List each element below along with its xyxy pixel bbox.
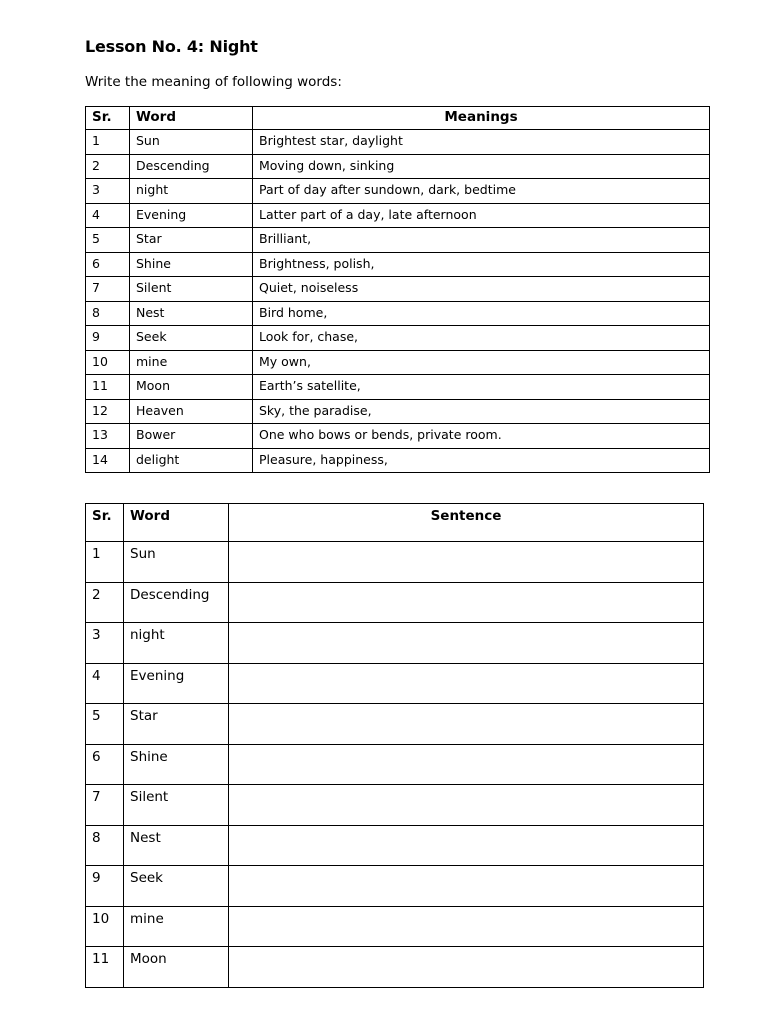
meanings-table <box>85 106 710 473</box>
sentence-cell[interactable] <box>229 704 704 745</box>
word-cell: delight <box>130 448 253 473</box>
table-row <box>86 825 704 866</box>
header-word: Word <box>130 107 253 130</box>
sr-cell: 11 <box>86 947 124 988</box>
word-cell: Star <box>124 704 229 745</box>
meaning-cell: Brilliant, <box>253 228 710 253</box>
sr-cell: 13 <box>86 424 130 449</box>
sr-cell: 7 <box>86 277 130 302</box>
word-cell: Heaven <box>130 399 253 424</box>
word-cell: Seek <box>124 866 229 907</box>
header-sr: Sr. <box>86 504 124 542</box>
word-cell: Silent <box>124 785 229 826</box>
meanings-header-row <box>86 107 710 130</box>
meaning-cell: One who bows or bends, private room. <box>253 424 710 449</box>
meaning-cell: Brightest star, daylight <box>253 130 710 155</box>
sr-cell: 1 <box>86 542 124 583</box>
word-cell: Evening <box>130 203 253 228</box>
sr-cell: 6 <box>86 744 124 785</box>
sentence-cell[interactable] <box>229 744 704 785</box>
sr-cell: 4 <box>86 203 130 228</box>
sr-cell: 1 <box>86 130 130 155</box>
table-row <box>86 203 710 228</box>
table-row <box>86 179 710 204</box>
sentence-cell[interactable] <box>229 785 704 826</box>
table-row <box>86 301 710 326</box>
sentence-cell[interactable] <box>229 947 704 988</box>
word-cell: Seek <box>130 326 253 351</box>
meaning-cell: Moving down, sinking <box>253 154 710 179</box>
sr-cell: 3 <box>86 623 124 664</box>
table-row <box>86 350 710 375</box>
sr-cell: 4 <box>86 663 124 704</box>
table-row <box>86 448 710 473</box>
table-row <box>86 424 710 449</box>
word-cell: Evening <box>124 663 229 704</box>
sentence-cell[interactable] <box>229 582 704 623</box>
table-row <box>86 704 704 745</box>
sr-cell: 14 <box>86 448 130 473</box>
sr-cell: 8 <box>86 301 130 326</box>
meaning-cell: Look for, chase, <box>253 326 710 351</box>
sentence-cell[interactable] <box>229 825 704 866</box>
table-row <box>86 277 710 302</box>
sr-cell: 2 <box>86 582 124 623</box>
sr-cell: 7 <box>86 785 124 826</box>
word-cell: Descending <box>124 582 229 623</box>
table-row <box>86 623 704 664</box>
word-cell: Shine <box>124 744 229 785</box>
sr-cell: 8 <box>86 825 124 866</box>
meaning-cell: Earth’s satellite, <box>253 375 710 400</box>
header-sr: Sr. <box>86 107 130 130</box>
word-cell: Silent <box>130 277 253 302</box>
sentence-cell[interactable] <box>229 623 704 664</box>
sr-cell: 11 <box>86 375 130 400</box>
sentence-cell[interactable] <box>229 906 704 947</box>
word-cell: mine <box>124 906 229 947</box>
instruction-text: Write the meaning of following words: <box>85 74 342 90</box>
table-row <box>86 130 710 155</box>
word-cell: Bower <box>130 424 253 449</box>
sr-cell: 5 <box>86 228 130 253</box>
table-row <box>86 252 710 277</box>
meaning-cell: Latter part of a day, late afternoon <box>253 203 710 228</box>
word-cell: Nest <box>130 301 253 326</box>
table-row <box>86 947 704 988</box>
word-cell: Star <box>130 228 253 253</box>
header-meanings: Meanings <box>253 107 710 130</box>
table-row <box>86 542 704 583</box>
table-row <box>86 375 710 400</box>
word-cell: Nest <box>124 825 229 866</box>
header-word: Word <box>124 504 229 542</box>
meaning-cell: Brightness, polish, <box>253 252 710 277</box>
sentence-cell[interactable] <box>229 663 704 704</box>
word-cell: Shine <box>130 252 253 277</box>
word-cell: night <box>130 179 253 204</box>
sr-cell: 2 <box>86 154 130 179</box>
word-cell: Moon <box>130 375 253 400</box>
word-cell: night <box>124 623 229 664</box>
word-cell: mine <box>130 350 253 375</box>
sr-cell: 6 <box>86 252 130 277</box>
table-row <box>86 785 704 826</box>
table-row <box>86 399 710 424</box>
table-row <box>86 744 704 785</box>
table-row <box>86 154 710 179</box>
meaning-cell: My own, <box>253 350 710 375</box>
table-row <box>86 582 704 623</box>
lesson-title: Lesson No. 4: Night <box>85 37 258 56</box>
table-row <box>86 906 704 947</box>
sr-cell: 10 <box>86 350 130 375</box>
table-row <box>86 228 710 253</box>
sentences-header-row <box>86 504 704 542</box>
word-cell: Sun <box>124 542 229 583</box>
meaning-cell: Pleasure, happiness, <box>253 448 710 473</box>
meaning-cell: Sky, the paradise, <box>253 399 710 424</box>
meaning-cell: Quiet, noiseless <box>253 277 710 302</box>
sentence-cell[interactable] <box>229 866 704 907</box>
word-cell: Sun <box>130 130 253 155</box>
word-cell: Descending <box>130 154 253 179</box>
meaning-cell: Bird home, <box>253 301 710 326</box>
table-row <box>86 866 704 907</box>
sr-cell: 9 <box>86 326 130 351</box>
sentences-table <box>85 503 704 988</box>
sr-cell: 5 <box>86 704 124 745</box>
sentence-cell[interactable] <box>229 542 704 583</box>
sr-cell: 3 <box>86 179 130 204</box>
word-cell: Moon <box>124 947 229 988</box>
table-row <box>86 663 704 704</box>
header-sentence: Sentence <box>229 504 704 542</box>
meaning-cell: Part of day after sundown, dark, bedtime <box>253 179 710 204</box>
table-row <box>86 326 710 351</box>
sr-cell: 10 <box>86 906 124 947</box>
sr-cell: 12 <box>86 399 130 424</box>
sr-cell: 9 <box>86 866 124 907</box>
